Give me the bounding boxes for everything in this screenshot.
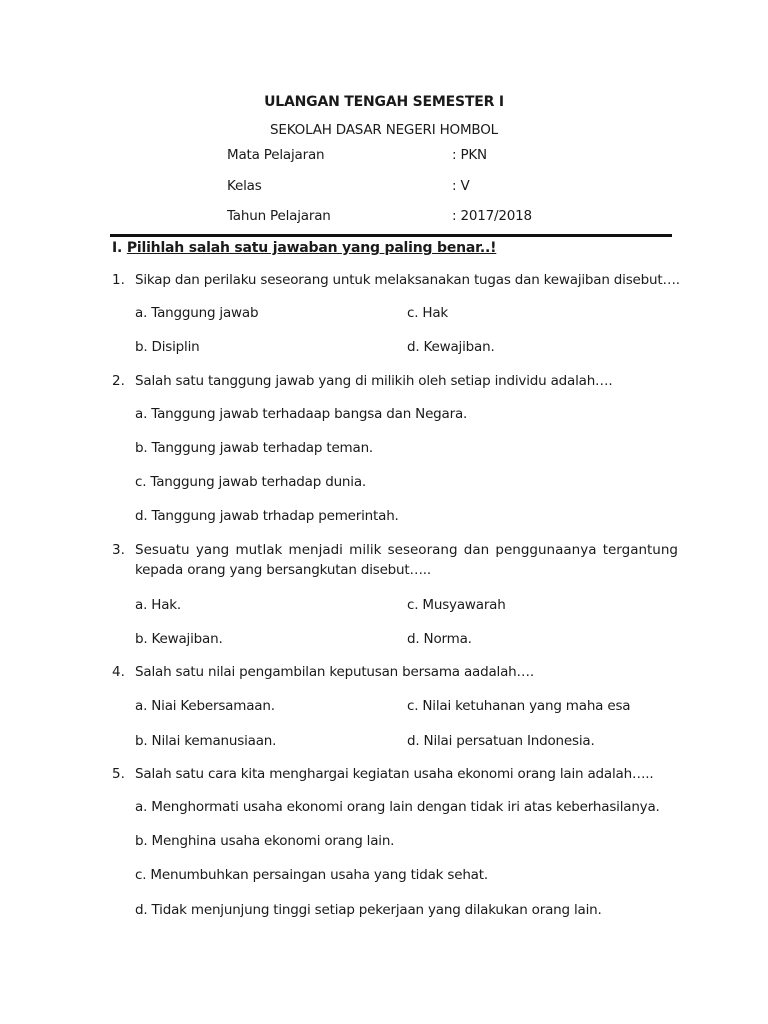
option-3d: d. Norma. [407,631,472,647]
option-2d: d. Tanggung jawab trhadap pemerintah. [135,508,399,524]
option-5b: b. Menghina usaha ekonomi orang lain. [135,833,395,849]
option-2a: a. Tanggung jawab terhadaap bangsa dan Negara. [135,406,468,422]
question-number-3: 3. [112,542,125,558]
option-1c: c. Hak [407,305,449,321]
question-number-1: 1. [112,272,125,288]
option-5c: c. Menumbuhkan persaingan usaha yang tidak sehat. [135,867,488,883]
option-5d: d. Tidak menjunjung tinggi setiap pekerjaan yang dilakukan orang lain. [135,902,602,918]
question-text-3-line1: Sesuatu yang mutlak menjadi milik seseorang dan penggunaanya tergantung [135,542,678,558]
info-label-subject: Mata Pelajaran [227,147,325,163]
info-value-class: : V [452,178,470,194]
option-1a: a. Tanggung jawab [135,305,259,321]
exam-title: ULANGAN TENGAH SEMESTER I [264,94,504,110]
info-value-year: : 2017/2018 [452,208,532,224]
option-2b: b. Tanggung jawab terhadap teman. [135,440,374,456]
option-3c: c. Musyawarah [407,597,506,613]
info-label-class: Kelas [227,178,262,194]
question-text-3-line2: kepada orang yang bersangkutan disebut….. [135,562,431,578]
info-value-subject: : PKN [452,147,487,163]
option-1b: b. Disiplin [135,339,200,355]
question-number-5: 5. [112,766,125,782]
section-heading [112,240,496,256]
option-1d: d. Kewajiban. [407,339,495,355]
school-name: SEKOLAH DASAR NEGERI HOMBOL [270,122,498,138]
header-divider [110,234,672,237]
option-4b: b. Nilai kemanusiaan. [135,733,277,749]
question-number-4: 4. [112,664,125,680]
option-4c: c. Nilai ketuhanan yang maha esa [407,698,631,714]
question-text-2: Salah satu tanggung jawab yang di milikih oleh setiap individu adalah…. [135,373,613,389]
option-2c: c. Tanggung jawab terhadap dunia. [135,474,366,490]
question-text-5: Salah satu cara kita menghargai kegiatan usaha ekonomi orang lain adalah….. [135,766,654,782]
info-label-year: Tahun Pelajaran [227,208,331,224]
question-text-4: Salah satu nilai pengambilan keputusan bersama aadalah…. [135,664,534,680]
option-5a: a. Menghormati usaha ekonomi orang lain dengan tidak iri atas keberhasilanya. [135,799,660,815]
option-3a: a. Hak. [135,597,181,613]
option-4d: d. Nilai persatuan Indonesia. [407,733,595,749]
section-number: I. [112,240,123,256]
option-4a: a. Niai Kebersamaan. [135,698,275,714]
question-text-1: Sikap dan perilaku seseorang untuk melaksanakan tugas dan kewajiban disebut…. [135,272,680,288]
section-instruction: Pilihlah salah satu jawaban yang paling benar..! [126,240,497,256]
option-3b: b. Kewajiban. [135,631,223,647]
question-number-2: 2. [112,373,125,389]
